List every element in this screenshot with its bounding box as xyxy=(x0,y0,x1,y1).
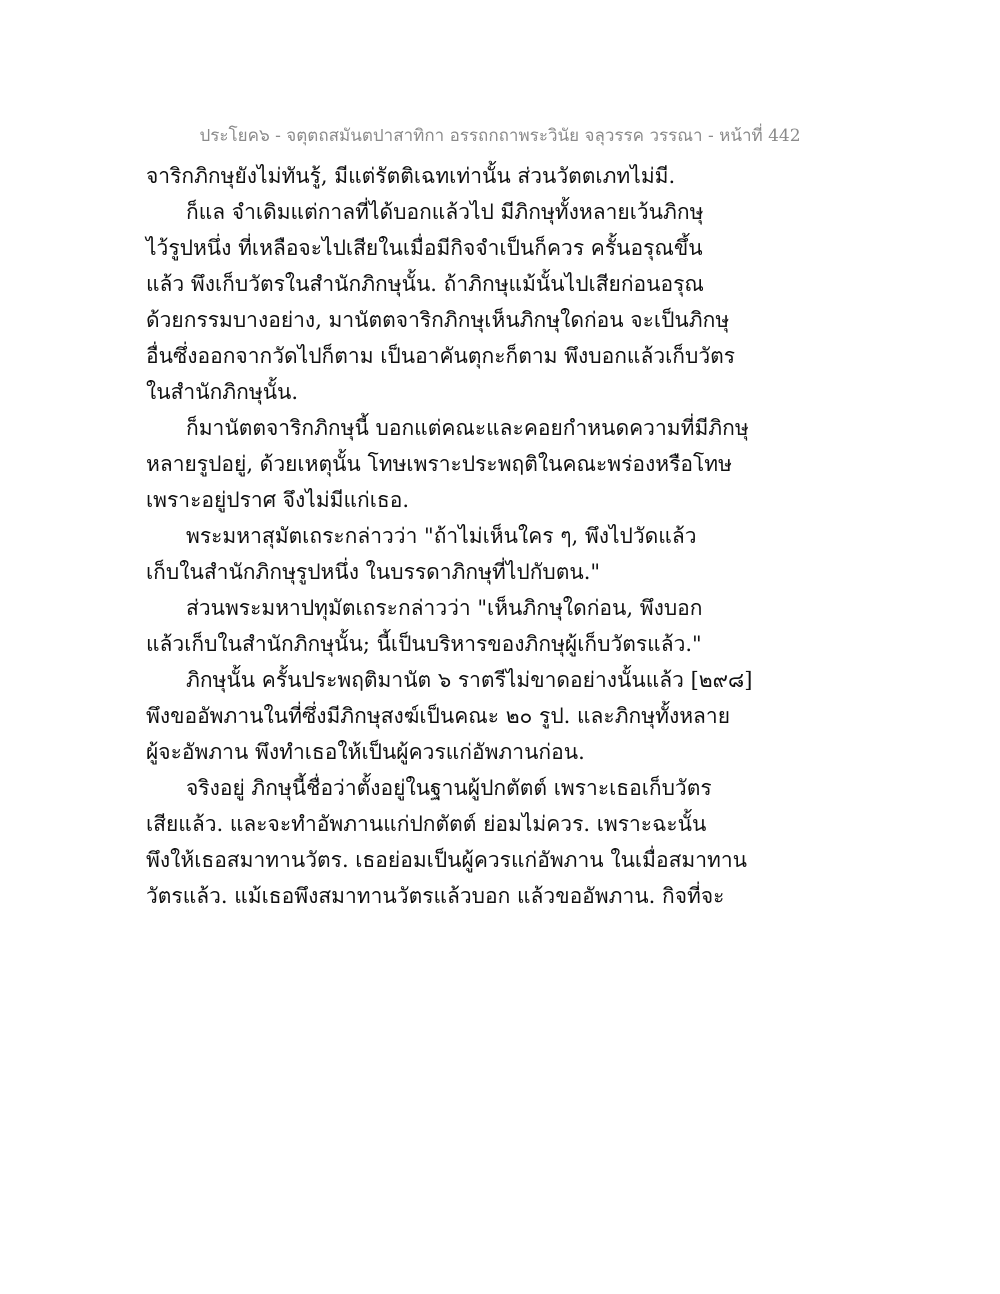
text-line: แล้วเก็บในสำนักภิกษุนั้น; นี้เป็นบริหารของภิกษุผู้เก็บวัตรแล้ว." xyxy=(146,632,702,656)
text-line: ภิกษุนั้น ครั้นประพฤติมานัต ๖ ราตรีไม่ขาดอย่างนั้นแล้ว [๒๙๘] xyxy=(186,668,753,692)
text-line: เก็บในสำนักภิกษุรูปหนึ่ง ในบรรดาภิกษุที่ไปกับตน." xyxy=(146,560,601,584)
text-line: พึงให้เธอสมาทานวัตร. เธอย่อมเป็นผู้ควรแก่อัพภาน ในเมื่อสมาทาน xyxy=(146,848,748,872)
text-line: พระมหาสุมัตเถระกล่าวว่า "ถ้าไม่เห็นใคร ๆ, พึงไปวัดแล้ว xyxy=(186,524,697,548)
page-header: ประโยค๖ - จตุตถสมันตปาสาทิกา อรรถกถาพระวินัย จลุวรรค วรรณา - หน้าที่ 442 xyxy=(199,126,801,146)
text-line: ในสำนักภิกษุนั้น. xyxy=(146,380,299,404)
text-line: ด้วยกรรมบางอย่าง, มานัตตจาริกภิกษุเห็นภิกษุใดก่อน จะเป็นภิกษุ xyxy=(146,308,730,332)
text-line: จาริกภิกษุยังไม่ทันรู้, มีแต่รัตติเฉทเท่านั้น ส่วนวัตตเภทไม่มี. xyxy=(146,164,676,188)
text-line: วัตรแล้ว. แม้เธอพึงสมาทานวัตรแล้วบอก แล้วขออัพภาน. กิจที่จะ xyxy=(146,884,725,908)
text-line: ไว้รูปหนึ่ง ที่เหลือจะไปเสียในเมื่อมีกิจจำเป็นก็ควร ครั้นอรุณขึ้น xyxy=(146,236,703,260)
text-line: หลายรูปอยู่, ด้วยเหตุนั้น โทษเพราะประพฤติในคณะพร่องหรือโทษ xyxy=(146,452,732,476)
text-line: ก็แล จำเดิมแต่กาลที่ได้บอกแล้วไป มีภิกษุทั้งหลายเว้นภิกษุ xyxy=(186,200,704,224)
body-text xyxy=(146,158,866,914)
text-line: ก็มานัตตจาริกภิกษุนี้ บอกแต่คณะและคอยกำหนดความที่มีภิกษุ xyxy=(186,416,749,440)
text-line: เพราะอยู่ปราศ จึงไม่มีแก่เธอ. xyxy=(146,488,410,512)
text-line: พึงขออัพภานในที่ซึ่งมีภิกษุสงฆ์เป็นคณะ ๒๐ รูป. และภิกษุทั้งหลาย xyxy=(146,704,731,728)
text-line: จริงอยู่ ภิกษุนี้ชื่อว่าตั้งอยู่ในฐานผู้ปกตัตต์ เพราะเธอเก็บวัตร xyxy=(186,776,712,800)
text-line: แล้ว พึงเก็บวัตรในสำนักภิกษุนั้น. ถ้าภิกษุแม้นั้นไปเสียก่อนอรุณ xyxy=(146,272,704,296)
text-line: อื่นซึ่งออกจากวัดไปก็ตาม เป็นอาคันตุกะก็ตาม พึงบอกแล้วเก็บวัตร xyxy=(146,344,736,368)
text-line: เสียแล้ว. และจะทำอัพภานแก่ปกตัตต์ ย่อมไม่ควร. เพราะฉะนั้น xyxy=(146,812,707,836)
text-line: ส่วนพระมหาปทุมัตเถระกล่าวว่า "เห็นภิกษุใดก่อน, พึงบอก xyxy=(186,596,703,620)
text-line: ผู้จะอัพภาน พึงทำเธอให้เป็นผู้ควรแก่อัพภานก่อน. xyxy=(146,740,585,764)
